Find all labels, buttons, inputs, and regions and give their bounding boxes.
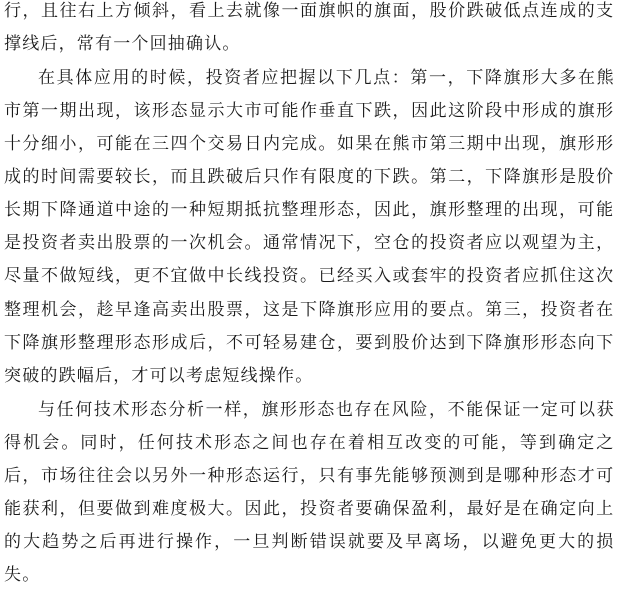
text-line-17: 的大趋势之后再进行操作，一旦判断错误就要及早离场，以避免更大的损: [4, 532, 616, 552]
text-line-15: 后，市场往往会以另外一种形态运行，只有事先能够预测到是哪种形态才可: [4, 466, 615, 486]
text-line-4: 市第一期出现，该形态显示大市可能作垂直下跌，因此这阶段中形成的旗形: [4, 101, 615, 121]
text-line-16: 能获利，但要做到难度极大。因此，投资者要确保盈利，最好是在确定向上: [4, 499, 615, 519]
text-line-11: 下降旗形整理形态形成后，不可轻易建仓，要到股价达到下降旗形形态向下: [4, 333, 615, 353]
text-line-10: 整理机会，趁早逢高卖出股票，这是下降旗形应用的要点。第三，投资者在: [4, 300, 615, 320]
text-line-8: 是投资者卖出股票的一次机会。通常情况下，空仓的投资者应以观望为主，: [4, 233, 615, 253]
text-line-7: 长期下降通道中途的一种短期抵抗整理形态，因此，旗形整理的出现，可能: [4, 200, 615, 220]
text-line-5: 十分细小，可能在三四个交易日内完成。如果在熊市第三期中出现，旗形形: [4, 134, 615, 154]
text-line-9: 尽量不做短线，更不宜做中长线投资。已经买入或套牢的投资者应抓住这次: [4, 266, 615, 286]
text-line-1: 行，且往右上方倾斜，看上去就像一面旗帜的旗面，股价跌破低点连成的支: [4, 1, 615, 21]
text-line-3: 在具体应用的时候，投资者应把握以下几点：第一，下降旗形大多在熊: [38, 68, 616, 88]
text-line-6: 成的时间需要较长，而且跌破后只作有限度的下跌。第二，下降旗形是股价: [4, 167, 615, 187]
text-line-13: 与任何技术形态分析一样，旗形形态也存在风险，不能保证一定可以获: [38, 400, 616, 420]
text-line-2: 撑线后，常有一个回抽确认。: [4, 34, 241, 54]
text-line-14: 得机会。同时，任何技术形态之间也存在着相互改变的可能，等到确定之: [4, 433, 616, 453]
text-line-18: 失。: [4, 565, 41, 585]
text-line-12: 突破的跌幅后，才可以考虑短线操作。: [4, 366, 314, 386]
